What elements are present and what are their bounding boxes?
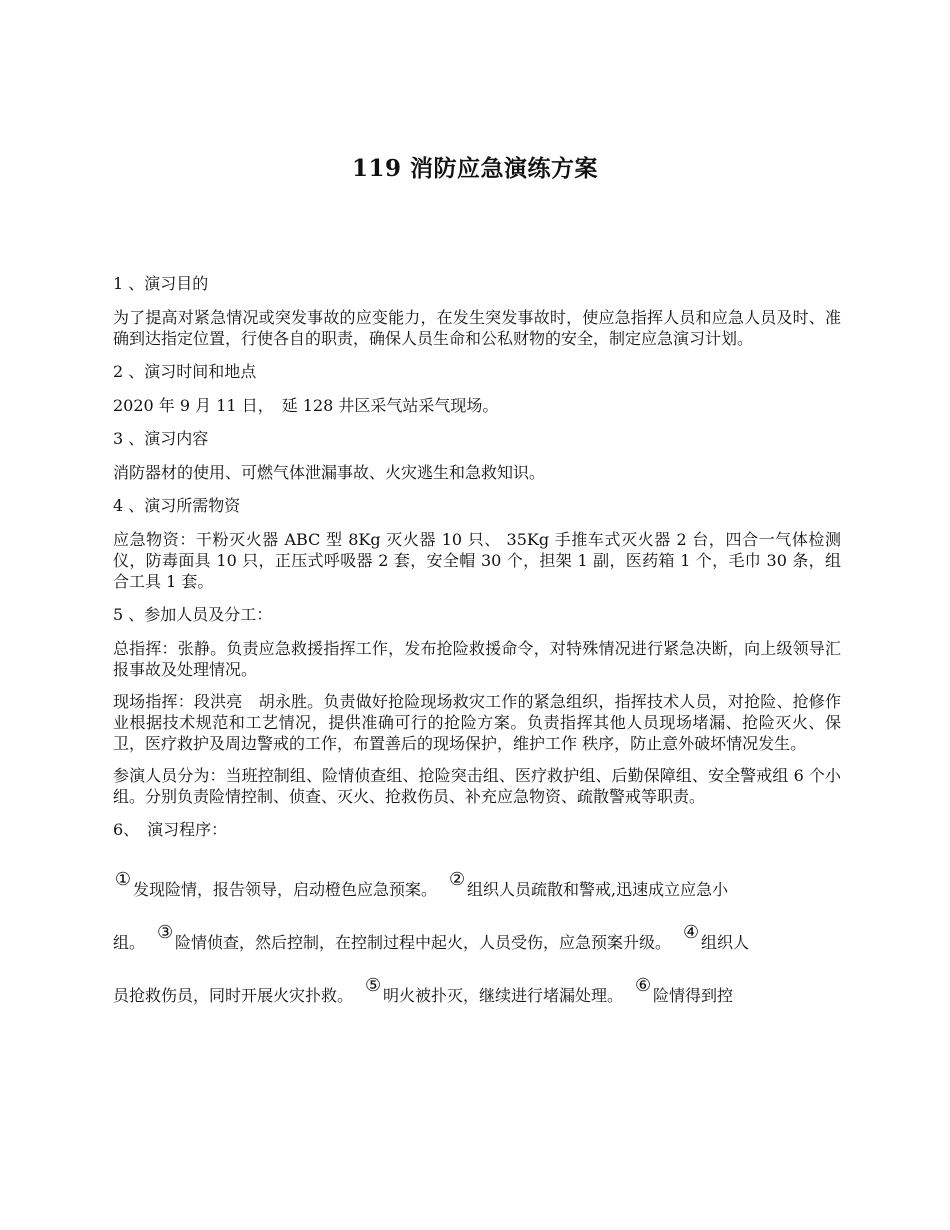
document-body [113, 272, 841, 1022]
step-2-continuation: 组。 [113, 933, 146, 952]
procedure-line-2 [113, 916, 841, 969]
section-2-paragraph: 2020 年 9 月 11 日， 延 128 井区采气站采气现场。 [113, 396, 499, 415]
section-heading-5: 5 、参加人员及分工： [113, 605, 273, 624]
section-5-paragraph-participants: 参演人员分为：当班控制组、险情侦查组、抢险突击组、医疗救护组、后勤保障组、安全警戒组 6 个小组。分别负责险情控制、侦查、灭火、抢救伤员、补充应急物资、疏散警戒等职责。 [113, 766, 841, 806]
step-5-marker: ⑤ [364, 975, 382, 996]
section-heading-4: 4 、演习所需物资 [113, 496, 241, 515]
section-4-paragraph: 应急物资：干粉灭火器 ABC 型 8Kg 灭火器 10 只、 35Kg 手推车式灭火器 2 台，四合一气体检测仪，防毒面具 10 只，正压式呼吸器 2 套，安全帽 30 个，担架 1 副，医药箱 1 个，毛巾 30 条，组合工具 1 套。 [113, 530, 841, 591]
section-heading-3: 3 、演习内容 [113, 429, 209, 448]
step-5-text: 明火被扑灭，继续进行堵漏处理。 [383, 986, 624, 1005]
step-4-continuation: 员抢救伤员，同时开展火灾扑救。 [113, 986, 354, 1005]
procedure-line-1 [113, 863, 841, 916]
step-4-marker: ④ [682, 922, 700, 943]
section-5-paragraph-site-commander: 现场指挥：段洪亮 胡永胜。负责做好抢险现场救灾工作的紧急组织，指挥技术人员，对抢险、抢修作业根据技术规范和工艺情况，提供准确可行的抢险方案。负责指挥其他人员现场堵漏、抢险灭火、保卫，医疗救护及周边警戒的工作，布置善后的现场保护，维护工作 秩序，防止意外破坏情况发生。 [113, 692, 841, 753]
step-3-marker: ③ [156, 922, 174, 943]
section-1-paragraph: 为了提高对紧急情况或突发事故的应变能力，在发生突发事故时，使应急指挥人员和应急人员及时、准确到达指定位置，行使各自的职责，确保人员生命和公私财物的安全，制定应急演习计划。 [113, 308, 841, 348]
section-heading-2: 2 、演习时间和地点 [113, 362, 257, 381]
section-heading-1: 1 、演习目的 [113, 274, 209, 293]
section-3-paragraph: 消防器材的使用、可燃气体泄漏事故、火灾逃生和急救知识。 [113, 463, 546, 482]
step-2-marker: ② [448, 869, 466, 890]
step-1-text: 发现险情，报告领导，启动橙色应急预案。 [133, 880, 438, 899]
step-6-text: 险情得到控 [653, 986, 734, 1005]
procedure-line-3 [113, 969, 841, 1022]
document-title: 119 消防应急演练方案 [351, 155, 599, 182]
procedure-steps [113, 863, 841, 1022]
step-1-marker: ① [114, 869, 132, 890]
step-6-marker: ⑥ [634, 975, 652, 996]
step-2-text: 组织人员疏散和警戒,迅速成立应急小 [467, 880, 729, 899]
step-4-text: 组织人 [701, 933, 750, 952]
step-3-text: 险情侦查，然后控制，在控制过程中起火，人员受伤，应急预案升级。 [175, 933, 672, 952]
section-heading-6: 6、 演习程序： [113, 820, 228, 839]
section-5-paragraph-commander: 总指挥：张静。负责应急救援指挥工作，发布抢险救援命令，对特殊情况进行紧急决断，向上级领导汇报事故及处理情况。 [113, 639, 841, 679]
